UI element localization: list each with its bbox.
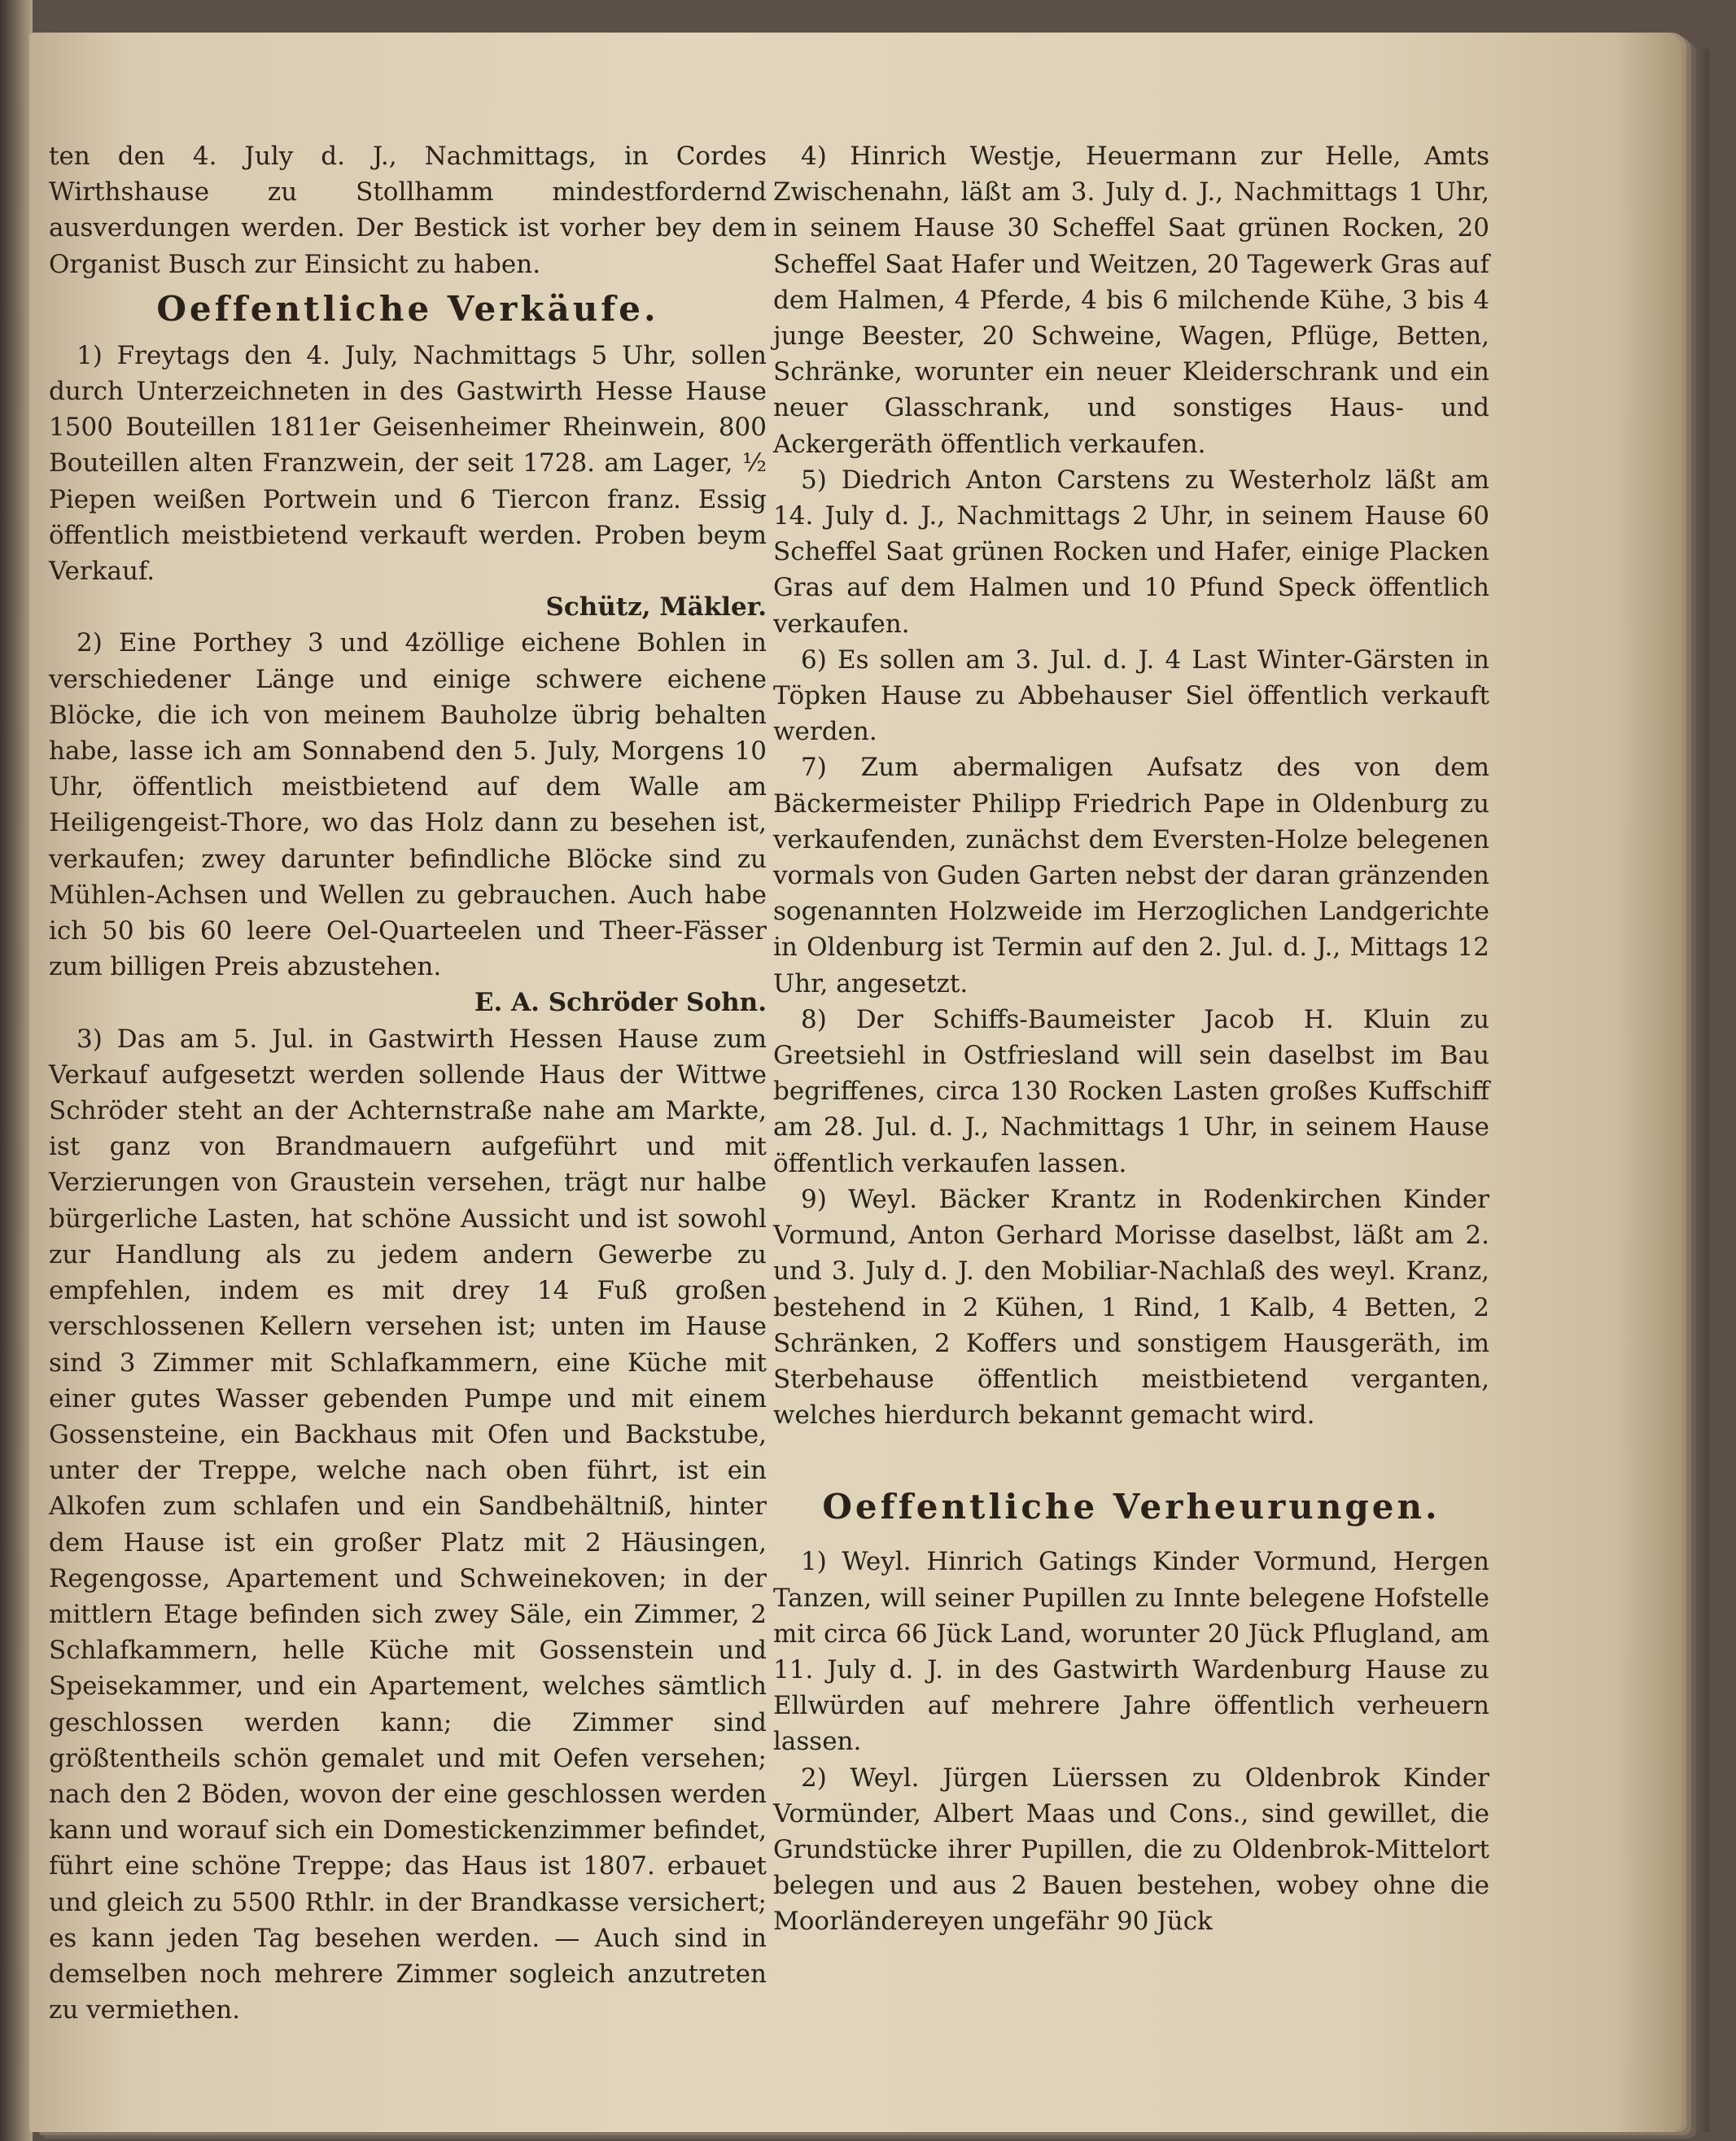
intro-paragraph: ten den 4. July d. J., Nachmittags, in Cordes Wirthshause zu Stollhamm mindestfordernd ausverdungen werden. Der Bestick ist vorher bey dem Organist Busch zur Einsicht zu haben.: [49, 142, 767, 279]
sale-item-2: 2) Eine Porthey 3 und 4zöllige eichene Bohlen in verschiedener Länge und einige schwere eichene Blöcke, die ich von meinem Bauholze übrig behalten habe, lasse ich am Sonnabend den 5. July, Morgens 10 Uhr, öffentlich meistbietend auf dem Walle am Heiligengeist-Thore, wo das Holz dann zu besehen ist, verkaufen; zwey darunter befindliche Blöcke sind zu Mühlen-Achsen und Wellen zu gebrauchen. Auch habe ich 50 bis 60 leere Oel-Quarteelen und Theer-Fässer zum billigen Preis abzustehen.: [49, 628, 767, 982]
previous-page-edge: [0, 0, 33, 2141]
right-column: [773, 138, 1489, 1940]
left-column: [49, 138, 767, 2028]
section-heading-leases: Oeffentliche Verheurungen.: [822, 1487, 1441, 1527]
sale-item-8: 8) Der Schiffs-Baumeister Jacob H. Kluin zu Greetsiehl in Ostfriesland will sein daselbst im Bau begriffenes, circa 130 Rocken Lasten großes Kuffschiff am 28. Jul. d. J., Nachmittags 1 Uhr, in seinem Hause öffentlich verkaufen lassen.: [773, 1004, 1489, 1178]
section-heading-sales: Oeffentliche Verkäufe.: [156, 288, 659, 329]
sale-item-4: 4) Hinrich Westje, Heuermann zur Helle, Amts Zwischenahn, läßt am 3. July d. J., Nachmittags 1 Uhr, in seinem Hause 30 Scheffel Saat grünen Rocken, 20 Scheffel Saat Hafer und Weitzen, 20 Tagewerk Gras auf dem Halmen, 4 Pferde, 4 bis 6 milchende Kühe, 3 bis 4 junge Beester, 20 Schweine, Wagen, Pflüge, Betten, Schränke, worunter ein neuer Kleiderschrank und ein neuer Glasschrank, und sonstiges Haus- und Ackergeräth öffentlich verkaufen.: [773, 142, 1489, 459]
sale-item-2-signature: E. A. Schröder Sohn.: [474, 988, 767, 1018]
sale-item-9: 9) Weyl. Bäcker Krantz in Rodenkirchen Kinder Vormund, Anton Gerhard Morisse daselbst, läßt am 2. und 3. July d. J. den Mobiliar-Nachlaß des weyl. Kranz, bestehend in 2 Kühen, 1 Rind, 1 Kalb, 4 Betten, 2 Schränken, 2 Koffers und sonstigem Hausgeräth, im Sterbehause öffentlich meistbietend verganten, welches hierdurch bekannt gemacht wird.: [773, 1184, 1489, 1431]
lease-item-2: 2) Weyl. Jürgen Lüerssen zu Oldenbrok Kinder Vormünder, Albert Maas und Cons., sind gewillet, die Grundstücke ihrer Pupillen, die zu Oldenbrok-Mittelort belegen und aus 2 Bauen bestehen, wobey ohne die Moorländereyen ungefähr 90 Jück: [773, 1763, 1489, 1937]
sale-item-5: 5) Diedrich Anton Carstens zu Westerholz läßt am 14. July d. J., Nachmittags 2 Uhr, in seinem Hause 60 Scheffel Saat grünen Rocken und Hafer, einige Placken Gras auf dem Halmen und 10 Pfund Speck öffentlich verkaufen.: [773, 465, 1489, 639]
sale-item-1: 1) Freytags den 4. July, Nachmittags 5 Uhr, sollen durch Unterzeichneten in des Gastwirth Hesse Hause 1500 Bouteillen 1811er Geisenheimer Rheinwein, 800 Bouteillen alten Franzwein, der seit 1728. am Lager, ½ Piepen weißen Portwein und 6 Tiercon franz. Essig öffentlich meistbietend verkauft werden. Proben beym Verkauf.: [49, 340, 767, 587]
sale-item-7: 7) Zum abermaligen Aufsatz des von dem Bäckermeister Philipp Friedrich Pape in Oldenburg zu verkaufenden, zunächst dem Eversten-Holze belegenen vormals von Guden Garten nebst der daran gränzenden sogenannten Holzweide im Herzoglichen Landgerichte in Oldenburg ist Termin auf den 2. Jul. d. J., Mittags 12 Uhr, angesetzt.: [773, 753, 1489, 998]
sale-item-3: 3) Das am 5. Jul. in Gastwirth Hessen Hause zum Verkauf aufgesetzt werden sollende Haus der Wittwe Schröder steht an der Achternstraße nahe am Markte, ist ganz von Brandmauern aufgeführt und mit Verzierungen von Graustein versehen, trägt nur halbe bürgerliche Lasten, hat schöne Aussicht und ist sowohl zur Handlung als zu jedem andern Gewerbe zu empfehlen, indem es mit drey 14 Fuß großen verschlossenen Kellern versehen ist; unten im Hause sind 3 Zimmer mit Schlafkammern, eine Küche mit einer gutes Wasser gebenden Pumpe und mit einem Gossensteine, ein Backhaus mit Ofen und Backstube, unter der Treppe, welche nach oben führt, ist ein Alkofen zum schlafen und ein Sandbehältniß, hinter dem Hause ist ein großer Platz mit 2 Häusingen, Regengosse, Apartement und Schweinekoven; in der mittlern Etage befinden sich zwey Säle, ein Zimmer, 2 Schlafkammern, helle Küche mit Gossenstein und Speisekammer, und ein Apartement, welches sämtlich geschlossen werden kann; die Zimmer sind größtentheils schön gemalet und mit Oefen versehen; nach den 2 Böden, wovon der eine geschlossen werden kann und worauf sich ein Domestickenzimmer befindet, führt eine schöne Treppe; das Haus ist 1807. erbauet und gleich zu 5500 Rthlr. in der Brandkasse versichert; es kann jeden Tag besehen werden. — Auch sind in demselben noch mehrere Zimmer sogleich anzutreten zu vermiethen.: [49, 1024, 767, 2025]
sale-item-6: 6) Es sollen am 3. Jul. d. J. 4 Last Winter-Gärsten in Töpken Hause zu Abbehauser Siel öffentlich verkauft werden.: [773, 644, 1489, 747]
sale-item-1-signature: Schütz, Mäkler.: [545, 592, 767, 623]
lease-item-1: 1) Weyl. Hinrich Gatings Kinder Vormund, Hergen Tanzen, will seiner Pupillen zu Innte belegene Hofstelle mit circa 66 Jück Land, worunter 20 Jück Pflugland, am 11. July d. J. in des Gastwirth Wardenburg Hause zu Ellwürden auf mehrere Jahre öffentlich verheuern lassen.: [773, 1547, 1489, 1757]
bleed-through-header: [176, 106, 1519, 130]
